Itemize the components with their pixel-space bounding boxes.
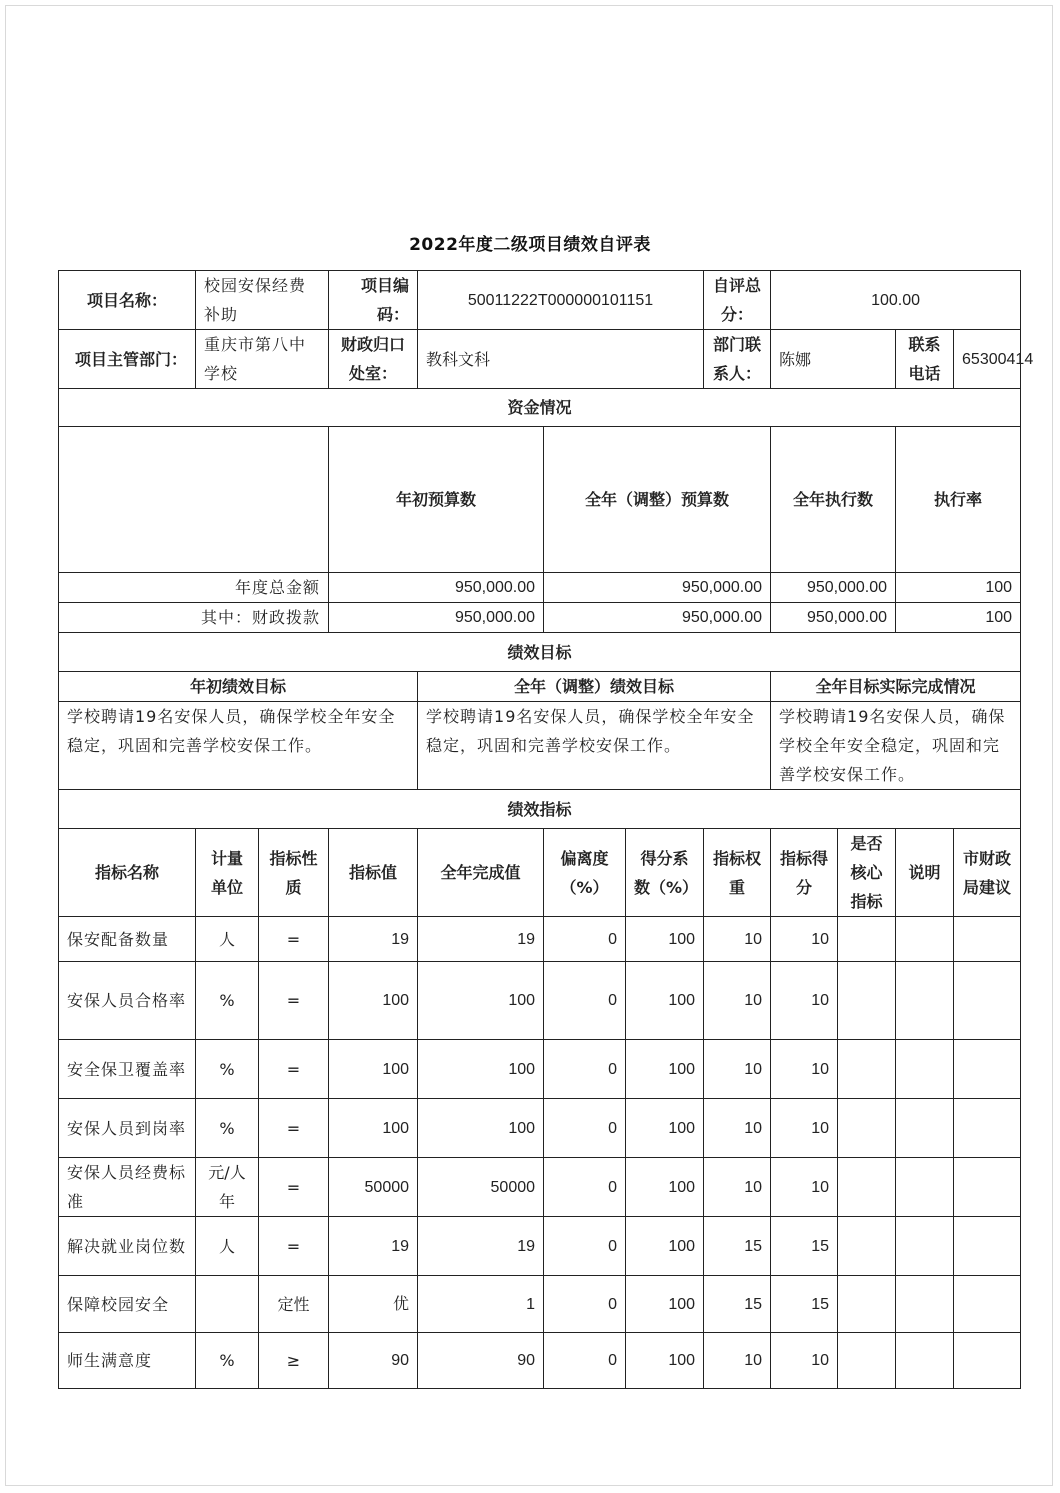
- goals-header-initial: 年初绩效目标: [59, 672, 418, 702]
- funds-row: [59, 603, 1021, 633]
- ind-weight: 15: [704, 1276, 771, 1333]
- funds-adjusted: 950,000.00: [544, 573, 771, 603]
- ind-weight: 10: [704, 1333, 771, 1389]
- ind-deviation: 0: [544, 1276, 626, 1333]
- ind-nature: =: [259, 1099, 329, 1158]
- funds-section-title: 资金情况: [59, 389, 1021, 427]
- project-name-value: 校园安保经费补助: [196, 271, 329, 330]
- ind-core: [838, 1276, 896, 1333]
- ind-note: [896, 1217, 954, 1276]
- indicator-row: [59, 1276, 1021, 1333]
- indicators-section-title: 绩效指标: [59, 790, 1021, 829]
- ind-note: [896, 1276, 954, 1333]
- indicator-row: [59, 917, 1021, 962]
- project-name-label: 项目名称：: [59, 271, 196, 330]
- indicator-row: [59, 962, 1021, 1040]
- indicator-row: [59, 1158, 1021, 1217]
- funds-executed: 950,000.00: [771, 603, 896, 633]
- funds-header-executed: 全年执行数: [771, 427, 896, 573]
- ind-header-target: 指标值: [329, 829, 418, 917]
- project-info-row-1: [59, 271, 1021, 330]
- ind-weight: 10: [704, 962, 771, 1040]
- ind-actual: 19: [418, 917, 544, 962]
- ind-name: 师生满意度: [59, 1333, 196, 1389]
- ind-nature: =: [259, 1217, 329, 1276]
- self-score-label: 自评总分：: [704, 271, 771, 330]
- ind-name: 安保人员合格率: [59, 962, 196, 1040]
- ind-core: [838, 917, 896, 962]
- ind-header-actual: 全年完成值: [418, 829, 544, 917]
- funds-header-initial: 年初预算数: [329, 427, 544, 573]
- ind-target: 90: [329, 1333, 418, 1389]
- goals-header-actual: 全年目标实际完成情况: [771, 672, 1021, 702]
- ind-advice: [954, 1099, 1021, 1158]
- ind-score: 10: [771, 1099, 838, 1158]
- ind-core: [838, 1217, 896, 1276]
- evaluation-table: [58, 270, 1034, 1389]
- ind-advice: [954, 962, 1021, 1040]
- ind-core: [838, 1099, 896, 1158]
- ind-note: [896, 962, 954, 1040]
- ind-header-core: 是否核心指标: [838, 829, 896, 917]
- ind-core: [838, 1333, 896, 1389]
- indicators-section-row: [59, 790, 1021, 829]
- ind-unit: [196, 1276, 259, 1333]
- ind-actual: 90: [418, 1333, 544, 1389]
- ind-header-score: 指标得分: [771, 829, 838, 917]
- ind-score: 10: [771, 1040, 838, 1099]
- project-code-value: 50011222T000000101151: [418, 271, 704, 330]
- goals-section-title: 绩效目标: [59, 633, 1021, 672]
- ind-header-nature: 指标性质: [259, 829, 329, 917]
- ind-header-name: 指标名称: [59, 829, 196, 917]
- ind-unit: %: [196, 1099, 259, 1158]
- ind-name: 安全保卫覆盖率: [59, 1040, 196, 1099]
- ind-coef: 100: [626, 1333, 704, 1389]
- ind-nature: =: [259, 1158, 329, 1217]
- ind-deviation: 0: [544, 962, 626, 1040]
- ind-target: 100: [329, 962, 418, 1040]
- goals-header-row: [59, 672, 1021, 702]
- funds-header-rate: 执行率: [896, 427, 1021, 573]
- goal-actual-text: 学校聘请19名安保人员，确保学校全年安全稳定，巩固和完善学校安保工作。: [771, 702, 1021, 790]
- ind-coef: 100: [626, 962, 704, 1040]
- ind-unit: %: [196, 962, 259, 1040]
- ind-target: 100: [329, 1099, 418, 1158]
- ind-header-deviation: 偏离度（%）: [544, 829, 626, 917]
- ind-score: 10: [771, 1158, 838, 1217]
- ind-weight: 10: [704, 1040, 771, 1099]
- ind-deviation: 0: [544, 1099, 626, 1158]
- ind-name: 保安配备数量: [59, 917, 196, 962]
- ind-deviation: 0: [544, 917, 626, 962]
- ind-score: 15: [771, 1276, 838, 1333]
- funds-section-row: [59, 389, 1021, 427]
- contact-person-value: 陈娜: [771, 330, 896, 389]
- goal-initial-text: 学校聘请19名安保人员，确保学校全年安全稳定，巩固和完善学校安保工作。: [59, 702, 418, 790]
- ind-coef: 100: [626, 1099, 704, 1158]
- phone-value: 65300414: [954, 330, 1021, 389]
- ind-nature: =: [259, 1040, 329, 1099]
- ind-note: [896, 1333, 954, 1389]
- ind-unit: %: [196, 1333, 259, 1389]
- ind-name: 保障校园安全: [59, 1276, 196, 1333]
- funds-executed: 950,000.00: [771, 573, 896, 603]
- indicator-row: [59, 1333, 1021, 1389]
- funds-initial: 950,000.00: [329, 573, 544, 603]
- ind-deviation: 0: [544, 1158, 626, 1217]
- goals-section-row: [59, 633, 1021, 672]
- ind-score: 10: [771, 1333, 838, 1389]
- funds-header-adjusted: 全年（调整）预算数: [544, 427, 771, 573]
- ind-coef: 100: [626, 1217, 704, 1276]
- ind-actual: 19: [418, 1217, 544, 1276]
- ind-nature: =: [259, 962, 329, 1040]
- phone-label: 联系电话: [896, 330, 954, 389]
- ind-unit: 元/人年: [196, 1158, 259, 1217]
- funds-row: [59, 573, 1021, 603]
- department-label: 项目主管部门：: [59, 330, 196, 389]
- ind-nature: =: [259, 917, 329, 962]
- ind-header-advice: 市财政局建议: [954, 829, 1021, 917]
- ind-note: [896, 1158, 954, 1217]
- ind-target: 50000: [329, 1158, 418, 1217]
- ind-actual: 1: [418, 1276, 544, 1333]
- ind-target: 19: [329, 1217, 418, 1276]
- ind-actual: 100: [418, 1040, 544, 1099]
- ind-core: [838, 1158, 896, 1217]
- ind-note: [896, 1040, 954, 1099]
- ind-coef: 100: [626, 917, 704, 962]
- ind-advice: [954, 1158, 1021, 1217]
- ind-header-weight: 指标权重: [704, 829, 771, 917]
- ind-note: [896, 1099, 954, 1158]
- ind-name: 安保人员到岗率: [59, 1099, 196, 1158]
- funds-rate: 100: [896, 573, 1021, 603]
- contact-person-label: 部门联系人：: [704, 330, 771, 389]
- project-code-label: 项目编码：: [329, 271, 418, 330]
- document-title: 2022年度二级项目绩效自评表: [409, 235, 651, 255]
- ind-weight: 10: [704, 917, 771, 962]
- ind-advice: [954, 1333, 1021, 1389]
- ind-target: 优: [329, 1276, 418, 1333]
- ind-header-unit: 计量单位: [196, 829, 259, 917]
- ind-actual: 100: [418, 1099, 544, 1158]
- ind-advice: [954, 1276, 1021, 1333]
- funds-header-row: [59, 427, 1021, 573]
- indicator-row: [59, 1217, 1021, 1276]
- ind-deviation: 0: [544, 1217, 626, 1276]
- funds-header-blank: [59, 427, 329, 573]
- ind-weight: 10: [704, 1158, 771, 1217]
- ind-unit: 人: [196, 917, 259, 962]
- ind-unit: %: [196, 1040, 259, 1099]
- goal-adjusted-text: 学校聘请19名安保人员，确保学校全年安全稳定，巩固和完善学校安保工作。: [418, 702, 771, 790]
- ind-advice: [954, 1217, 1021, 1276]
- ind-weight: 15: [704, 1217, 771, 1276]
- ind-name: 解决就业岗位数: [59, 1217, 196, 1276]
- ind-advice: [954, 1040, 1021, 1099]
- funds-adjusted: 950,000.00: [544, 603, 771, 633]
- ind-score: 10: [771, 917, 838, 962]
- ind-weight: 10: [704, 1099, 771, 1158]
- ind-deviation: 0: [544, 1333, 626, 1389]
- ind-core: [838, 1040, 896, 1099]
- project-info-row-2: [59, 330, 1021, 389]
- finance-office-value: 教科文科: [418, 330, 704, 389]
- funds-rate: 100: [896, 603, 1021, 633]
- ind-target: 19: [329, 917, 418, 962]
- ind-target: 100: [329, 1040, 418, 1099]
- ind-coef: 100: [626, 1276, 704, 1333]
- ind-actual: 50000: [418, 1158, 544, 1217]
- indicators-header-row: [59, 829, 1021, 917]
- ind-score: 10: [771, 962, 838, 1040]
- ind-deviation: 0: [544, 1040, 626, 1099]
- funds-initial: 950,000.00: [329, 603, 544, 633]
- ind-actual: 100: [418, 962, 544, 1040]
- self-score-value: 100.00: [771, 271, 1021, 330]
- ind-score: 15: [771, 1217, 838, 1276]
- ind-nature: 定性: [259, 1276, 329, 1333]
- ind-unit: 人: [196, 1217, 259, 1276]
- goals-content-row: [59, 702, 1021, 790]
- ind-header-coef: 得分系数（%）: [626, 829, 704, 917]
- ind-nature: ≥: [259, 1333, 329, 1389]
- ind-coef: 100: [626, 1158, 704, 1217]
- ind-name: 安保人员经费标准: [59, 1158, 196, 1217]
- ind-coef: 100: [626, 1040, 704, 1099]
- ind-core: [838, 962, 896, 1040]
- department-value: 重庆市第八中学校: [196, 330, 329, 389]
- goals-header-adjusted: 全年（调整）绩效目标: [418, 672, 771, 702]
- funds-row-label: 其中：财政拨款: [59, 603, 329, 633]
- finance-office-label: 财政归口处室：: [329, 330, 418, 389]
- ind-note: [896, 917, 954, 962]
- ind-advice: [954, 917, 1021, 962]
- funds-row-label: 年度总金额: [59, 573, 329, 603]
- ind-header-note: 说明: [896, 829, 954, 917]
- indicator-row: [59, 1099, 1021, 1158]
- indicator-row: [59, 1040, 1021, 1099]
